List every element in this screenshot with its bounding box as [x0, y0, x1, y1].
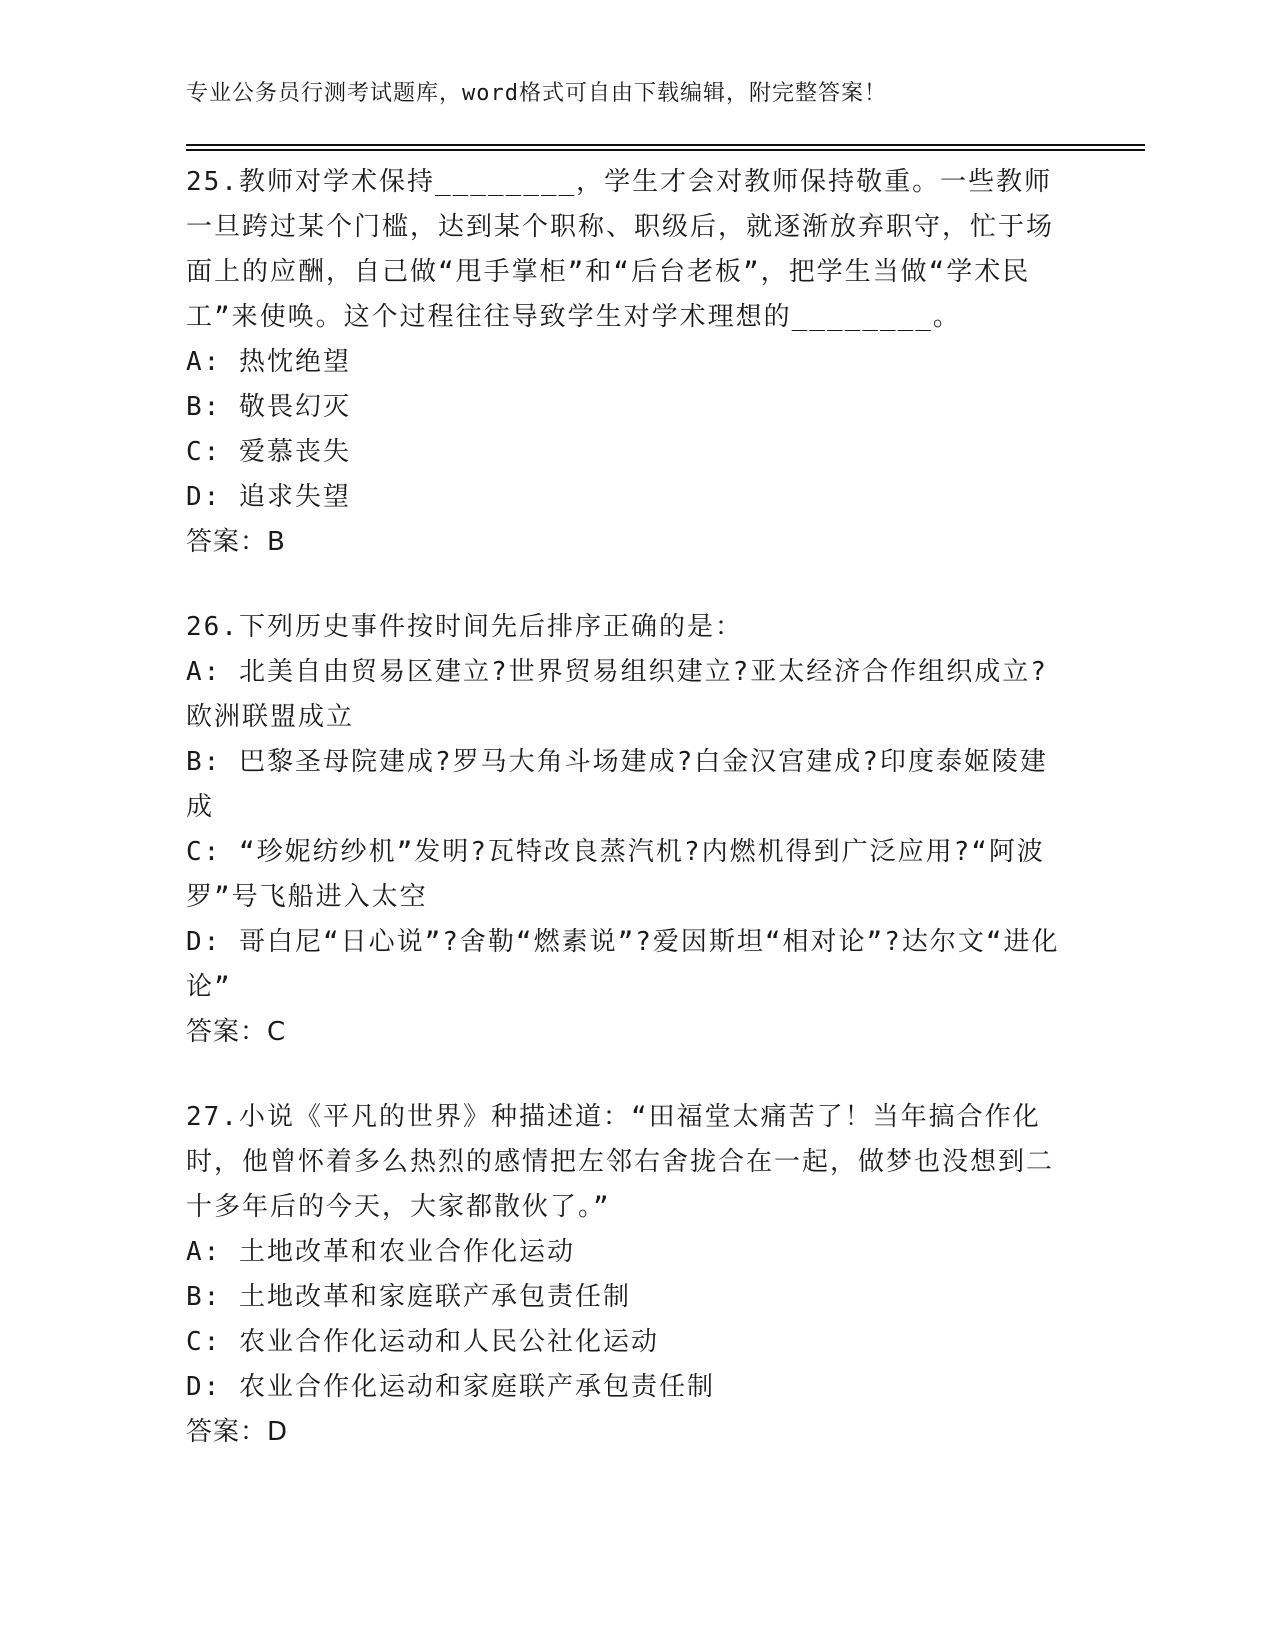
question-stem: 27.小说《平凡的世界》种描述道：“田福堂太痛苦了！当年搞合作化时，他曾怀着多么热烈的感情把左邻右舍拢合在一起，做梦也没想到二十多年后的今天，大家都散伙了。”	[186, 1102, 1055, 1222]
option-b: B: 敬畏幻灭	[186, 392, 351, 422]
option-c: C: “珍妮纺纱机”发明?瓦特改良蒸汽机?内燃机得到广泛应用?“阿波罗”号飞船进入太空	[186, 837, 1045, 912]
option-a: A: 北美自由贸易区建立?世界贸易组织建立?亚太经济合作组织成立?欧洲联盟成立	[186, 657, 1048, 732]
option-d: D: 追求失望	[186, 482, 351, 512]
option-b: B: 巴黎圣母院建成?罗马大角斗场建成?白金汉宫建成?印度泰姬陵建成	[186, 747, 1048, 822]
question-26	[186, 605, 1066, 1055]
answer: 答案：B	[186, 527, 286, 557]
option-c: C: 爱慕丧失	[186, 437, 351, 467]
question-27	[186, 1095, 1066, 1455]
page-header: 专业公务员行测考试题库，word格式可自由下载编辑，附完整答案！	[186, 81, 887, 106]
option-d: D: 农业合作化运动和家庭联产承包责任制	[186, 1372, 715, 1402]
answer: 答案：C	[186, 1017, 287, 1047]
option-a: A: 热忱绝望	[186, 347, 351, 377]
option-a: A: 土地改革和农业合作化运动	[186, 1237, 575, 1267]
header-divider-top	[186, 144, 1145, 146]
option-b: B: 土地改革和家庭联产承包责任制	[186, 1282, 631, 1312]
question-25	[186, 160, 1066, 565]
option-c: C: 农业合作化运动和人民公社化运动	[186, 1327, 659, 1357]
header-divider-bottom	[186, 149, 1145, 151]
question-stem: 26.下列历史事件按时间先后排序正确的是：	[186, 612, 743, 642]
option-d: D: 哥白尼“日心说”?舍勒“燃素说”?爱因斯坦“相对论”?达尔文“进化论”	[186, 927, 1060, 1002]
answer: 答案：D	[186, 1417, 289, 1447]
question-stem: 25.教师对学术保持________，学生才会对教师保持敬重。一些教师一旦跨过某个门槛，达到某个职称、职级后，就逐渐放弃职守，忙于场面上的应酬，自己做“甩手掌柜”和“后台老板”，把学生当做“学术民工”来使唤。这个过程往往导致学生对学术理想的________。	[186, 167, 1055, 332]
question-list	[186, 160, 1066, 1455]
